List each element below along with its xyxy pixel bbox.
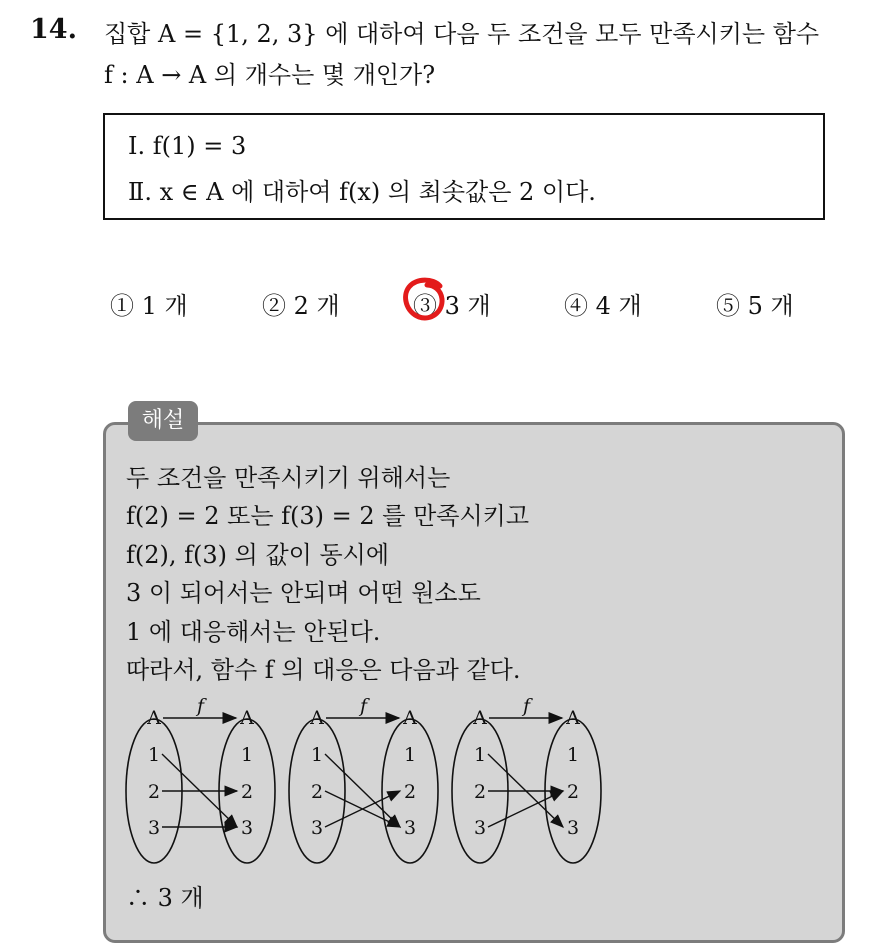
answer-circle-mark [400, 276, 450, 322]
codomain-element: 3 [240, 817, 254, 839]
domain-element: 3 [310, 817, 324, 839]
choice-mark: ① [110, 292, 134, 320]
solution-line-5: 1 에 대응해서는 안된다. [126, 618, 381, 646]
solution-tab: 해설 [128, 401, 198, 441]
codomain-element: 2 [403, 781, 417, 803]
question-number: 14. [30, 14, 77, 45]
domain-element: 3 [473, 817, 487, 839]
condition-1: Ⅰ. f(1) = 3 [128, 132, 247, 160]
codomain-element: 1 [566, 744, 580, 766]
domain-element: 2 [310, 781, 324, 803]
codomain-element: 3 [403, 817, 417, 839]
choice-mark: ④ [564, 292, 588, 320]
domain-element: 2 [473, 781, 487, 803]
domain-element: 1 [147, 744, 161, 766]
choice-mark: ⑤ [716, 292, 740, 320]
choice-5[interactable] [716, 286, 794, 321]
choice-text: 2 개 [293, 292, 340, 320]
solution-line-6: 따라서, 함수 f 의 대응은 다음과 같다. [126, 656, 521, 684]
function-label: f [359, 698, 368, 717]
domain-label: A [473, 707, 487, 729]
choice-text: 3 개 [444, 292, 491, 320]
codomain-element: 1 [240, 744, 254, 766]
choice-text: 5 개 [747, 292, 794, 320]
domain-element: 1 [310, 744, 324, 766]
choice-mark: ③ [413, 292, 437, 320]
choice-mark: ② [262, 292, 286, 320]
domain-label: A [310, 707, 324, 729]
codomain-label: A [240, 707, 254, 729]
codomain-element: 1 [403, 744, 417, 766]
choice-text: 4 개 [595, 292, 642, 320]
question-line-1: 집합 A = {1, 2, 3} 에 대하여 다음 두 조건을 모두 만족시키는 함수 [104, 20, 820, 48]
solution-line-1: 두 조건을 만족시키기 위해서는 [126, 464, 451, 492]
domain-element: 2 [147, 781, 161, 803]
solution-line-2: f(2) = 2 또는 f(3) = 2 를 만족시키고 [126, 502, 530, 530]
codomain-element: 3 [566, 817, 580, 839]
codomain-label: A [566, 707, 580, 729]
domain-label: A [147, 707, 161, 729]
question-line-2: f : A → A 의 개수는 몇 개인가? [104, 61, 436, 89]
conclusion: ∴ 3 개 [126, 884, 204, 912]
choice-1[interactable] [110, 286, 188, 321]
solution-line-3: f(2), f(3) 의 값이 동시에 [126, 541, 390, 569]
mapping-arrow [488, 791, 563, 827]
mapping-diagrams [110, 698, 620, 868]
choice-4[interactable] [564, 286, 642, 321]
domain-element: 1 [473, 744, 487, 766]
condition-2: Ⅱ. x ∈ A 에 대하여 f(x) 의 최솟값은 2 이다. [128, 178, 596, 206]
codomain-element: 2 [566, 781, 580, 803]
choice-text: 1 개 [141, 292, 188, 320]
mapping-arrow [325, 754, 400, 827]
codomain-label: A [403, 707, 417, 729]
function-label: f [196, 698, 205, 717]
domain-element: 3 [147, 817, 161, 839]
codomain-element: 2 [240, 781, 254, 803]
choice-2[interactable] [262, 286, 340, 321]
function-label: f [522, 698, 531, 717]
solution-line-4: 3 이 되어서는 안되며 어떤 원소도 [126, 579, 481, 607]
